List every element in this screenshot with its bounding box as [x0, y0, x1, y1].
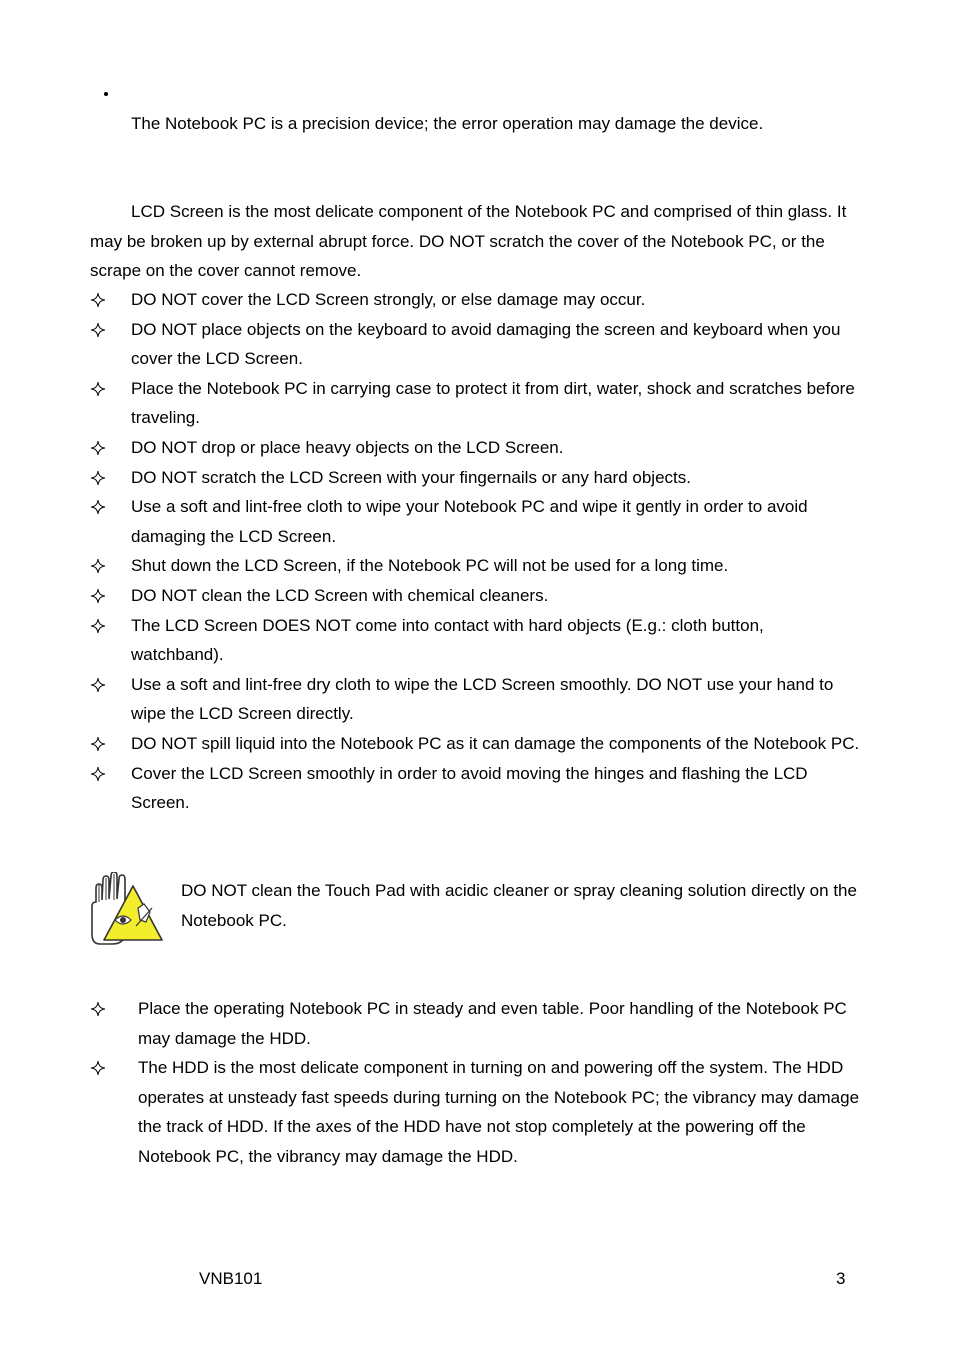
list-item: [90, 433, 860, 463]
diamond-star-bullet-icon: [90, 470, 106, 486]
list-item-text: The HDD is the most delicate component in turning on and powering off the system. The HDD operates at unsteady fast speeds during turning on the Notebook PC; the vibrancy may damage the track of HDD. If the axes of the HDD have not stop completely at the powering off the Notebook PC, the vibrancy may damage the HDD.: [138, 1058, 860, 1166]
list-item-text: The LCD Screen DOES NOT come into contact with hard objects (E.g.: cloth button, watchband).: [131, 615, 764, 665]
diamond-star-bullet-icon: [90, 618, 106, 634]
list-item-text: DO NOT drop or place heavy objects on the LCD Screen.: [131, 437, 564, 457]
list-item-text: DO NOT cover the LCD Screen strongly, or else damage may occur.: [131, 290, 646, 309]
diamond-star-bullet-icon: [90, 736, 106, 752]
diamond-star-bullet-icon: [90, 677, 106, 693]
diamond-star-bullet-icon: [90, 766, 106, 782]
list-item: [90, 611, 860, 670]
list-item: [90, 463, 860, 493]
diamond-star-bullet-icon: [90, 292, 106, 308]
list-item-text: Shut down the LCD Screen, if the Notebook PC will not be used for a long time.: [131, 556, 729, 576]
lcd-paragraph: LCD Screen is the most delicate component of the Notebook PC and comprised of thin glass. It may be broken up by external abrupt force. DO NOT scratch the cover of the Notebook PC, or the scrape on the cover cannot remove.: [90, 202, 847, 281]
list-item-text: Place the operating Notebook PC in steady and even table. Poor handling of the Notebook PC may damage the HDD.: [138, 999, 847, 1048]
list-item: [90, 492, 860, 551]
list-item-text: DO NOT clean the LCD Screen with chemical cleaners.: [131, 585, 549, 605]
list-item: [90, 315, 860, 374]
diamond-star-bullet-icon: [90, 381, 106, 397]
list-item-text: Use a soft and lint-free cloth to wipe your Notebook PC and wipe it gently in order to avoid damaging the LCD Screen.: [131, 497, 808, 546]
diamond-star-bullet-icon: [90, 440, 106, 456]
list-item-text: Use a soft and lint-free dry cloth to wipe the LCD Screen smoothly. DO NOT use your hand to wipe the LCD Screen directly.: [131, 674, 834, 724]
diamond-star-bullet-icon: [90, 588, 106, 604]
list-item: [90, 759, 860, 818]
list-item-text: DO NOT scratch the LCD Screen with your fingernails or any hard objects.: [131, 467, 691, 487]
list-item: [90, 581, 860, 611]
list-item: [90, 670, 860, 729]
diamond-star-bullet-icon: [90, 1060, 106, 1076]
diamond-star-bullet-icon: [90, 322, 106, 338]
bullet-dot: [104, 92, 108, 96]
list-item-text: Place the Notebook PC in carrying case to protect it from dirt, water, shock and scratches before traveling.: [131, 378, 855, 428]
diamond-star-bullet-icon: [90, 499, 106, 515]
list-item: [90, 285, 860, 315]
caution-hand-icon: [86, 872, 164, 946]
lcd-precautions-list: [90, 285, 860, 818]
list-item: [90, 994, 860, 1053]
list-item: [90, 1053, 860, 1171]
list-item: [90, 729, 860, 759]
footer-page-number: 3: [836, 1269, 846, 1288]
footer-model: VNB101: [199, 1269, 263, 1288]
list-item: [90, 374, 860, 433]
diamond-star-bullet-icon: [90, 1001, 106, 1017]
caution-text: DO NOT clean the Touch Pad with acidic cleaner or spray cleaning solution directly on the Notebook PC.: [181, 881, 857, 930]
list-item-text: Cover the LCD Screen smoothly in order to avoid moving the hinges and flashing the LCD Screen.: [131, 763, 808, 813]
list-item-text: DO NOT spill liquid into the Notebook PC as it can damage the components of the Notebook PC.: [131, 733, 860, 753]
intro-text: The Notebook PC is a precision device; the error operation may damage the device.: [131, 114, 764, 133]
diamond-star-bullet-icon: [90, 558, 106, 574]
list-item: [90, 551, 860, 581]
list-item-text: DO NOT place objects on the keyboard to avoid damaging the screen and keyboard when you cover the LCD Screen.: [131, 319, 841, 369]
hdd-precautions-list: [90, 994, 860, 1172]
